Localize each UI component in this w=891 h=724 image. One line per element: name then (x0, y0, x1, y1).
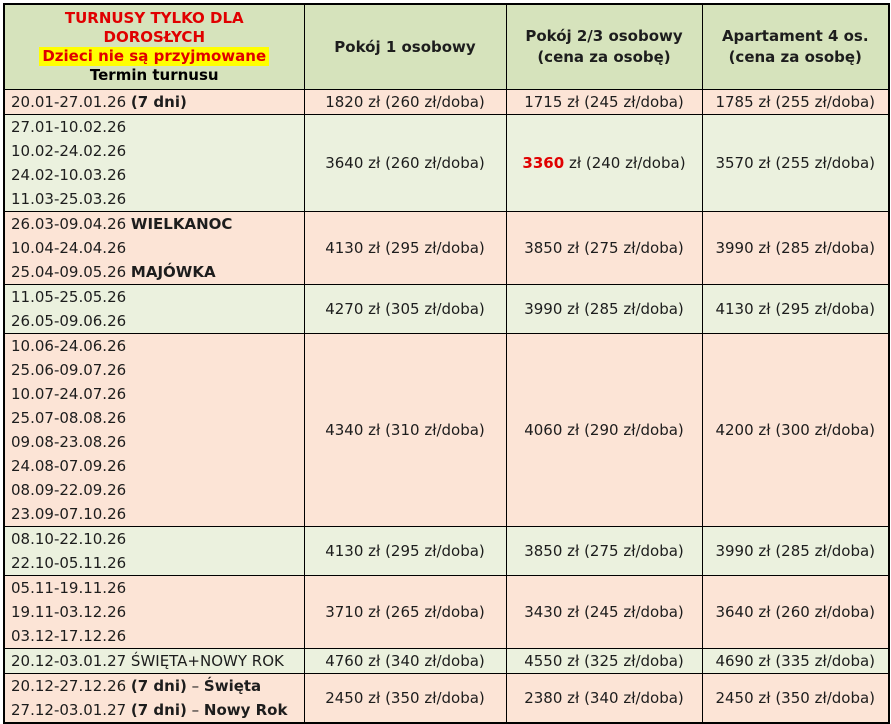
table-row (4, 115, 889, 212)
price-cell: 3990 zł (285 zł/doba) (702, 212, 889, 285)
term-date-line: 25.06-09.07.26 (11, 361, 127, 379)
price-cell: 4270 zł (305 zł/doba) (304, 285, 506, 334)
term-date-line: 10.02-24.02.26 (11, 142, 127, 160)
term-cell (4, 649, 304, 674)
price-table-body (4, 90, 889, 724)
price-cell: 2450 zł (350 zł/doba) (304, 674, 506, 724)
term-date-line: 11.03-25.03.26 (11, 190, 127, 208)
col-header-apartment4-sublabel: (cena za osobę) (728, 48, 862, 66)
price-cell: 3360 zł (240 zł/doba) (506, 115, 702, 212)
term-date-line: 25.07-08.08.26 (11, 409, 127, 427)
table-row (4, 90, 889, 115)
term-cell (4, 212, 304, 285)
table-row (4, 576, 889, 649)
price-cell: 4130 zł (295 zł/doba) (304, 212, 506, 285)
adults-only-title-line1: TURNUSY TYLKO DLA (64, 9, 244, 27)
children-note-highlight: Dzieci nie są przyjmowane (39, 47, 269, 66)
price-cell: 3850 zł (275 zł/doba) (506, 527, 702, 576)
price-cell: 3570 zł (255 zł/doba) (702, 115, 889, 212)
term-date-line: 24.02-10.03.26 (11, 166, 127, 184)
term-date-line: 05.11-19.11.26 (11, 579, 127, 597)
term-date-line: 10.06-24.06.26 (11, 337, 127, 355)
highlighted-price: 3360 (522, 154, 565, 172)
price-cell: 3640 zł (260 zł/doba) (304, 115, 506, 212)
col-header-room23-sublabel: (cena za osobę) (537, 48, 671, 66)
term-date-line: 11.05-25.05.26 (11, 288, 127, 306)
col-header-room23 (506, 4, 702, 90)
col-header-room23-label: Pokój 2/3 osobowy (525, 27, 683, 45)
term-cell (4, 334, 304, 527)
price-cell: 1820 zł (260 zł/doba) (304, 90, 506, 115)
price-cell: 4690 zł (335 zł/doba) (702, 649, 889, 674)
price-cell: 1785 zł (255 zł/doba) (702, 90, 889, 115)
header-row (4, 4, 889, 90)
term-date-line: 23.09-07.10.26 (11, 505, 127, 523)
term-date-line: 03.12-17.12.26 (11, 627, 127, 645)
term-date-line: 09.08-23.08.26 (11, 433, 127, 451)
term-cell (4, 115, 304, 212)
page (0, 3, 891, 719)
price-cell: 3430 zł (245 zł/doba) (506, 576, 702, 649)
term-cell (4, 285, 304, 334)
price-cell: 4340 zł (310 zł/doba) (304, 334, 506, 527)
price-cell: 1715 zł (245 zł/doba) (506, 90, 702, 115)
pricing-table-header (4, 4, 889, 90)
price-cell: 2450 zł (350 zł/doba) (702, 674, 889, 724)
table-row (4, 527, 889, 576)
term-date-line: 20.12-03.01.27 ŚWIĘTA+NOWY ROK (11, 652, 284, 670)
term-date-line: 08.09-22.09.26 (11, 481, 127, 499)
term-date-line: 08.10-22.10.26 (11, 530, 127, 548)
term-label: Termin turnusu (89, 66, 219, 84)
term-date-line: 25.04-09.05.26 MAJÓWKA (11, 263, 216, 281)
children-note-row (7, 47, 302, 66)
term-cell (4, 674, 304, 724)
price-cell: 3990 zł (285 zł/doba) (702, 527, 889, 576)
term-date-line: 26.05-09.06.26 (11, 312, 127, 330)
term-date-line: 10.04-24.04.26 (11, 239, 127, 257)
term-date-line: 22.10-05.11.26 (11, 554, 127, 572)
price-cell: 4130 zł (295 zł/doba) (702, 285, 889, 334)
table-row (4, 212, 889, 285)
term-date-line: 20.01-27.01.26 (7 dni) (11, 93, 187, 111)
term-cell (4, 527, 304, 576)
price-cell: 4550 zł (325 zł/doba) (506, 649, 702, 674)
term-date-line: 27.01-10.02.26 (11, 118, 127, 136)
price-cell: 4200 zł (300 zł/doba) (702, 334, 889, 527)
term-cell (4, 90, 304, 115)
col-header-apartment4 (702, 4, 889, 90)
term-date-line: 26.03-09.04.26 WIELKANOC (11, 215, 233, 233)
price-cell: 2380 zł (340 zł/doba) (506, 674, 702, 724)
price-cell: 4760 zł (340 zł/doba) (304, 649, 506, 674)
term-date-line: 24.08-07.09.26 (11, 457, 127, 475)
term-date-line: 27.12-03.01.27 (7 dni) – Nowy Rok (11, 701, 288, 719)
term-date-line: 10.07-24.07.26 (11, 385, 127, 403)
term-cell (4, 576, 304, 649)
price-cell: 4060 zł (290 zł/doba) (506, 334, 702, 527)
adults-only-title (7, 9, 302, 47)
price-cell: 3710 zł (265 zł/doba) (304, 576, 506, 649)
table-row (4, 674, 889, 724)
price-cell: 3850 zł (275 zł/doba) (506, 212, 702, 285)
adults-only-title-line2: DOROSŁYCH (103, 28, 205, 46)
term-date-line: 20.12-27.12.26 (7 dni) – Święta (11, 677, 262, 695)
table-row (4, 334, 889, 527)
term-date-line: 19.11-03.12.26 (11, 603, 127, 621)
price-cell: 3990 zł (285 zł/doba) (506, 285, 702, 334)
table-row (4, 285, 889, 334)
price-cell: 4130 zł (295 zł/doba) (304, 527, 506, 576)
pricing-table (3, 3, 890, 724)
col-header-room1 (304, 4, 506, 90)
term-header-cell (4, 4, 304, 90)
col-header-apartment4-label: Apartament 4 os. (721, 27, 869, 45)
col-header-room1-label: Pokój 1 osobowy (334, 37, 476, 56)
table-row (4, 649, 889, 674)
price-cell: 3640 zł (260 zł/doba) (702, 576, 889, 649)
